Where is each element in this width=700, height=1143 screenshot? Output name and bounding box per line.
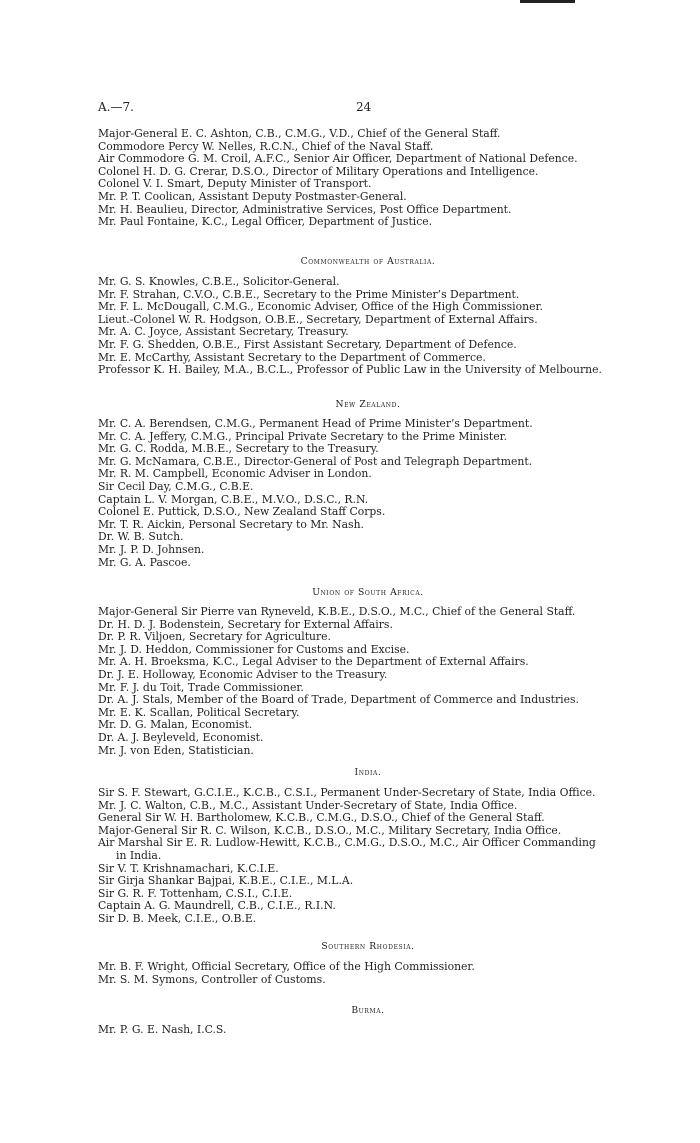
list-item: Mr. A. H. Broeksma, K.C., Legal Adviser to the Department of External Affairs. <box>98 655 529 669</box>
list-item: Mr. P. G. E. Nash, I.C.S. <box>98 1023 227 1036</box>
list-item: Mr. E. McCarthy, Assistant Secretary to the Department of Commerce. <box>98 350 486 364</box>
list-item: Captain L. V. Morgan, C.B.E., M.V.O., D.S.C., R.N. <box>98 492 369 506</box>
list-item: Sir S. F. Stewart, G.C.I.E., K.C.B., C.S.I., Permanent Under-Secretary of State, India Office. <box>98 786 596 799</box>
list-item: Dr. P. R. Viljoen, Secretary for Agriculture. <box>98 630 331 644</box>
section-heading-new-zealand: New Zealand. <box>335 399 401 410</box>
list-item: Mr. J. C. Walton, C.B., M.C., Assistant Under-Secretary of State, India Office. <box>98 798 518 812</box>
list-item: Mr. C. A. Jeffery, C.M.G., Principal Private Secretary to the Prime Minister. <box>98 429 508 443</box>
list-item: Mr. G. McNamara, C.B.E., Director-General of Post and Telegraph Department. <box>98 454 533 468</box>
list-item: Mr. G. S. Knowles, C.B.E., Solicitor-General. <box>98 275 340 288</box>
list-item: Mr. P. T. Coolican, Assistant Deputy Postmaster-General. <box>98 189 407 203</box>
list-item: Mr. J. P. D. Johnsen. <box>98 542 205 556</box>
list-item: Sir V. T. Krishnamachari, K.C.I.E. <box>98 861 279 875</box>
list-item: General Sir W. H. Bartholomew, K.C.B., C.M.G., D.S.O., Chief of the General Staff. <box>98 811 545 825</box>
list-item: Mr. B. F. Wright, Official Secretary, Office of the High Commissioner. <box>98 960 475 973</box>
list-item: Mr. C. A. Berendsen, C.M.G., Permanent Head of Prime Minister’s Department. <box>98 417 533 430</box>
list-item: Dr. W. B. Sutch. <box>98 530 184 544</box>
new-zealand-delegation-list <box>98 418 658 569</box>
list-item: Sir G. R. F. Tottenham, C.S.I., C.I.E. <box>98 886 293 900</box>
list-item: Professor K. H. Bailey, M.A., B.C.L., Professor of Public Law in the University of Melbourne. <box>98 363 602 377</box>
south-africa-delegation-list <box>98 606 658 757</box>
list-item: Mr. F. Strahan, C.V.O., C.B.E., Secretary to the Prime Minister’s Department. <box>98 287 520 301</box>
southern-rhodesia-delegation-list <box>98 961 658 986</box>
canada-delegation-list <box>98 128 658 229</box>
list-item: Captain A. G. Maundrell, C.B., C.I.E., R.I.N. <box>98 899 336 913</box>
page-number: 24 <box>356 100 372 114</box>
list-item: Mr. T. R. Aickin, Personal Secretary to Mr. Nash. <box>98 517 364 531</box>
list-item: Air Commodore G. M. Croil, A.F.C., Senior Air Officer, Department of National Defence. <box>98 152 578 166</box>
list-item: Commodore Percy W. Nelles, R.C.N., Chief of the Naval Staff. <box>98 139 434 153</box>
list-item: Mr. J. D. Heddon, Commissioner for Customs and Excise. <box>98 642 410 656</box>
list-item: Sir Cecil Day, C.M.G., C.B.E. <box>98 479 254 493</box>
section-heading-australia: Commonwealth of Australia. <box>300 256 436 267</box>
section-heading-south-africa: Union of South Africa. <box>312 587 424 598</box>
list-item: Dr. A. J. Stals, Member of the Board of Trade, Department of Commerce and Industries. <box>98 693 579 707</box>
india-delegation-list <box>98 787 658 926</box>
list-item: Mr. F. G. Shedden, O.B.E., First Assistant Secretary, Department of Defence. <box>98 337 517 351</box>
list-item: Mr. G. C. Rodda, M.B.E., Secretary to the Treasury. <box>98 442 379 456</box>
section-heading-india: India. <box>354 767 382 778</box>
top-rule <box>520 0 575 3</box>
list-item: Mr. A. C. Joyce, Assistant Secretary, Treasury. <box>98 325 349 339</box>
list-item: Dr. J. E. Holloway, Economic Adviser to the Treasury. <box>98 667 388 681</box>
list-item: Lieut.-Colonel W. R. Hodgson, O.B.E., Secretary, Department of External Affairs. <box>98 312 538 326</box>
list-item: Mr. H. Beaulieu, Director, Administrative Services, Post Office Department. <box>98 202 512 216</box>
list-item: Sir Girja Shankar Bajpai, K.B.E., C.I.E., M.L.A. <box>98 874 354 888</box>
list-item: Major-General Sir R. C. Wilson, K.C.B., D.S.O., M.C., Military Secretary, India Office. <box>98 823 562 837</box>
list-item: Mr. D. G. Malan, Economist. <box>98 718 253 732</box>
list-item: Colonel E. Puttick, D.S.O., New Zealand Staff Corps. <box>98 505 386 519</box>
list-item: Mr. J. von Eden, Statistician. <box>98 743 254 757</box>
list-item: Mr. Paul Fontaine, K.C., Legal Officer, Department of Justice. <box>98 215 433 229</box>
list-item: Air Marshal Sir E. R. Ludlow-Hewitt, K.C.B., C.M.G., D.S.O., M.C., Air Officer Commanding <box>98 836 596 850</box>
list-item: Mr. R. M. Campbell, Economic Adviser in London. <box>98 467 372 481</box>
list-item: Mr. G. A. Pascoe. <box>98 555 191 569</box>
section-heading-southern-rhodesia: Southern Rhodesia. <box>321 941 415 952</box>
section-heading-burma: Burma. <box>351 1005 385 1016</box>
list-item: Colonel V. I. Smart, Deputy Minister of Transport. <box>98 177 372 191</box>
list-item: Dr. A. J. Beyleveld, Economist. <box>98 730 264 744</box>
document-reference: A.—7. <box>98 100 134 114</box>
list-item-continuation: in India. <box>116 848 162 862</box>
list-item: Major-General Sir Pierre van Ryneveld, K.B.E., D.S.O., M.C., Chief of the General Staff. <box>98 605 576 618</box>
list-item: Mr. F. J. du Toit, Trade Commissioner. <box>98 680 304 694</box>
list-item: Mr. S. M. Symons, Controller of Customs. <box>98 972 326 986</box>
list-item: Dr. H. D. J. Bodenstein, Secretary for External Affairs. <box>98 617 393 631</box>
list-item: Mr. F. L. McDougall, C.M.G., Economic Adviser, Office of the High Commissioner. <box>98 300 543 314</box>
list-item: Colonel H. D. G. Crerar, D.S.O., Director of Military Operations and Intelligence. <box>98 164 539 178</box>
list-item: Mr. E. K. Scallan, Political Secretary. <box>98 705 300 719</box>
page-header <box>98 100 638 116</box>
burma-delegation-list <box>98 1024 658 1037</box>
list-item: Major-General E. C. Ashton, C.B., C.M.G., V.D., Chief of the General Staff. <box>98 127 501 140</box>
list-item: Sir D. B. Meek, C.I.E., O.B.E. <box>98 911 257 925</box>
australia-delegation-list <box>98 276 658 377</box>
